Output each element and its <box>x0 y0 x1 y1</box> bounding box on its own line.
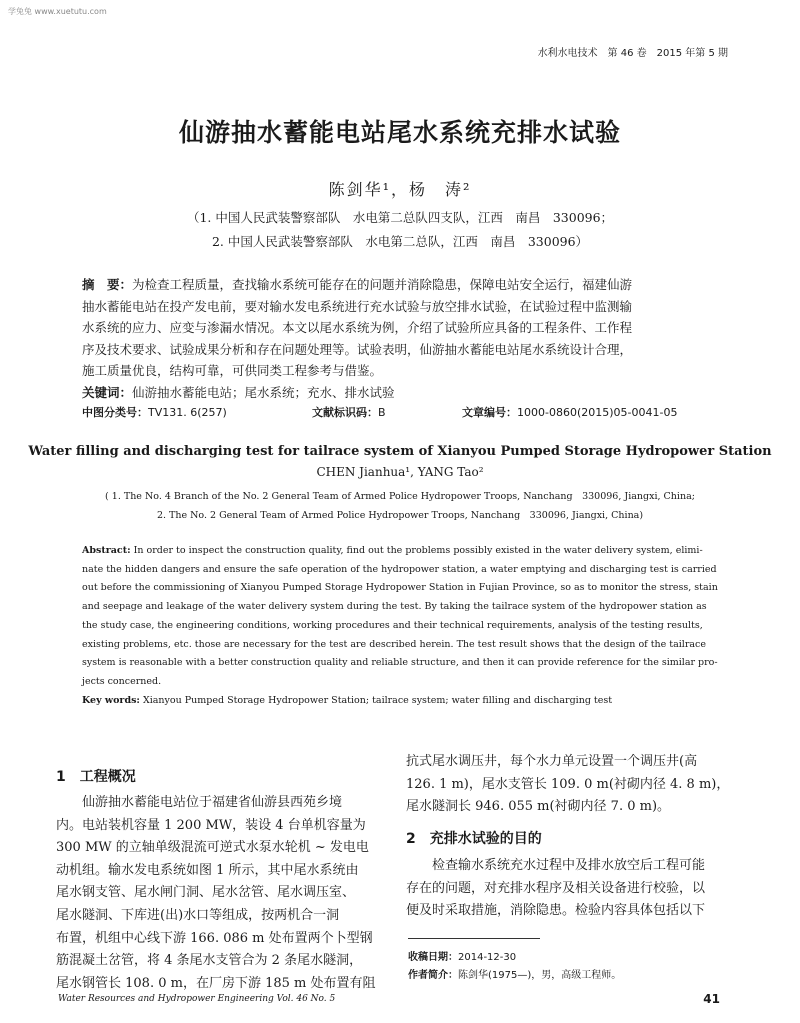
received-value: 2014-12-30 <box>458 952 517 963</box>
doc-code-value: B <box>378 406 386 419</box>
section-1-continued <box>406 751 730 819</box>
article-no-label: 文章编号： <box>462 406 517 419</box>
section-1-body <box>56 792 376 995</box>
body-line: 仙游抽水蓄能电站位于福建省仙游县西苑乡境 <box>56 795 343 810</box>
affiliation-2: 2. 中国人民武装警察部队 水电第二总队，江西 南昌 330096） <box>211 234 589 249</box>
section-1-heading: 1 工程概况 <box>56 769 136 785</box>
watermark: 学兔兔 www.xuetutu.com <box>8 7 107 16</box>
english-keywords <box>82 695 722 706</box>
english-abstract-line: In order to inspect the construction quality, find out the problems possibly existed in the water delivery system, elimi- <box>133 545 703 556</box>
body-line: 300 MW 的立轴单级混流可逆式水泵水轮机 ~ 发电电 <box>56 840 369 856</box>
body-line: 内。电站装机容量 1 200 MW，装设 4 台单机容量为 <box>56 817 366 833</box>
english-keywords-text: Xianyou Pumped Storage Hydropower Station; tailrace system; water filling and discharging test <box>142 695 613 706</box>
footer-journal: Water Resources and Hydropower Engineering Vol. 46 No. 5 <box>58 994 336 1004</box>
english-abstract-line: existing problems, etc. those are necessary for the test are described herein. The test result shows that the design of the tailrace <box>82 638 706 650</box>
body-line: 抗式尾水调压井，每个水力单元设置一个调压井(高 <box>406 754 698 769</box>
body-line: 126. 1 m)，尾水支管长 109. 0 m(衬砌内径 4. 8 m)， <box>406 776 730 792</box>
affiliation-1: （1. 中国人民武装警察部队 水电第二总队四支队，江西 南昌 330096； <box>186 210 614 225</box>
body-line: 尾水钢支管、尾水闸门洞、尾水岔管、尾水调压室、 <box>56 885 356 901</box>
english-abstract-line: jects concerned. <box>82 675 162 687</box>
page-number: 41 <box>703 992 720 1006</box>
doc-code-label: 文献标识码： <box>312 406 378 419</box>
author-bio-text: 陈剑华(1975—)，男，高级工程师。 <box>458 970 622 981</box>
section-2-body <box>406 855 730 923</box>
abstract-cn <box>82 274 722 403</box>
body-line: 检查输水系统充水过程中及排水放空后工程可能 <box>406 858 706 873</box>
paper-title: 仙游抽水蓄能电站尾水系统充排水试验 <box>178 118 621 147</box>
authors: 陈剑华¹，杨 涛² <box>328 180 472 199</box>
english-abstract-line: and seepage and leakage of the water delivery system during the test. By taking the tailrace system of the hydropower station as <box>82 601 707 613</box>
english-abstract-label: Abstract: <box>82 545 131 556</box>
abstract-line: 序及技术要求、试验成果分析和存在问题处理等。试验表明，仙游抽水蓄能电站尾水系统设计合理， <box>82 341 633 357</box>
body-line: 尾水隧洞长 946. 055 m(衬砌内径 7. 0 m)。 <box>406 799 671 815</box>
english-abstract <box>82 542 722 692</box>
english-keywords-label: Key words: <box>82 695 140 706</box>
author-bio <box>408 966 621 981</box>
abstract-line: 施工质量优良，结构可靠，可供同类工程参考与借鉴。 <box>82 363 383 378</box>
english-affiliation-1: ( 1. The No. 4 Branch of the No. 2 General Team of Armed Police Hydropower Troops, Nanchang 330096, Jiangxi, China; <box>105 491 695 502</box>
clc-label: 中图分类号： <box>82 406 148 419</box>
body-line: 尾水隧洞、下库进(出)水口等组成，按两机合一洞 <box>56 907 340 923</box>
english-abstract-line: out before the commissioning of Xianyou Pumped Storage Hydropower Station in Fujian Province, so as to monitor the stress, stain <box>82 582 718 594</box>
received-date <box>408 948 516 963</box>
body-line: 便及时采取措施，消除隐患。检验内容具体包括以下 <box>406 903 706 919</box>
clc-value: TV131. 6(257) <box>148 406 227 419</box>
body-line: 动机组。输水发电系统如图 1 所示，其中尾水系统由 <box>56 862 359 878</box>
footnote-rule <box>408 938 540 939</box>
abstract-label: 摘 要： <box>82 277 133 292</box>
body-line: 布置，机组中心线下游 166. 086 m 处布置两个卜型钢 <box>56 930 373 946</box>
abstract-line: 水系统的应力、应变与渗漏水情况。本文以尾水系统为例，介绍了试验所应具备的工程条件、工作程 <box>82 320 633 335</box>
received-label: 收稿日期： <box>408 952 458 963</box>
author-bio-label: 作者简介： <box>408 970 458 981</box>
abstract-line: 为检查工程质量，查找输水系统可能存在的问题并消除隐患，保障电站安全运行，福建仙游 <box>132 277 633 292</box>
body-line: 筋混凝土岔管，将 4 条尾水支管合为 2 条尾水隧洞， <box>56 953 363 969</box>
english-title: Water filling and discharging test for tailrace system of Xianyou Pumped Storage Hydropower Station <box>28 444 772 459</box>
article-no-value: 1000-0860(2015)05-0041-05 <box>517 406 678 419</box>
keywords-cn <box>82 382 722 404</box>
english-abstract-line: the study case, the engineering conditions, working procedures and their technical requirements, analysis of the testing results, <box>82 619 703 631</box>
keywords-text: 仙游抽水蓄能电站；尾水系统；充水、排水试验 <box>132 384 395 400</box>
section-2-heading: 2 充排水试验的目的 <box>406 831 542 847</box>
english-authors: CHEN Jianhua¹, YANG Tao² <box>316 465 484 479</box>
english-affiliation-2: 2. The No. 2 General Team of Armed Police Hydropower Troops, Nanchang 330096, Jiangxi, China) <box>156 510 644 521</box>
abstract-line: 抽水蓄能电站在投产发电前，要对输水发电系统进行充水试验与放空排水试验，在试验过程中监测输 <box>82 298 633 314</box>
body-line: 存在的问题，对充排水程序及相关设备进行校验，以 <box>406 880 706 896</box>
journal-header: 水利水电技术 第 46 卷 2015 年第 5 期 <box>537 48 728 59</box>
english-abstract-line: nate the hidden dangers and ensure the safe operation of the hydropower station, a water emptying and discharging test is carried <box>82 563 717 575</box>
english-abstract-line: system is reasonable with a better construction quality and reliable structure, and then it can provide reference for the similar pro- <box>82 657 718 669</box>
keywords-label: 关键词： <box>82 384 133 400</box>
body-line: 尾水钢管长 108. 0 m，在厂房下游 185 m 处布置有阻 <box>56 975 376 991</box>
